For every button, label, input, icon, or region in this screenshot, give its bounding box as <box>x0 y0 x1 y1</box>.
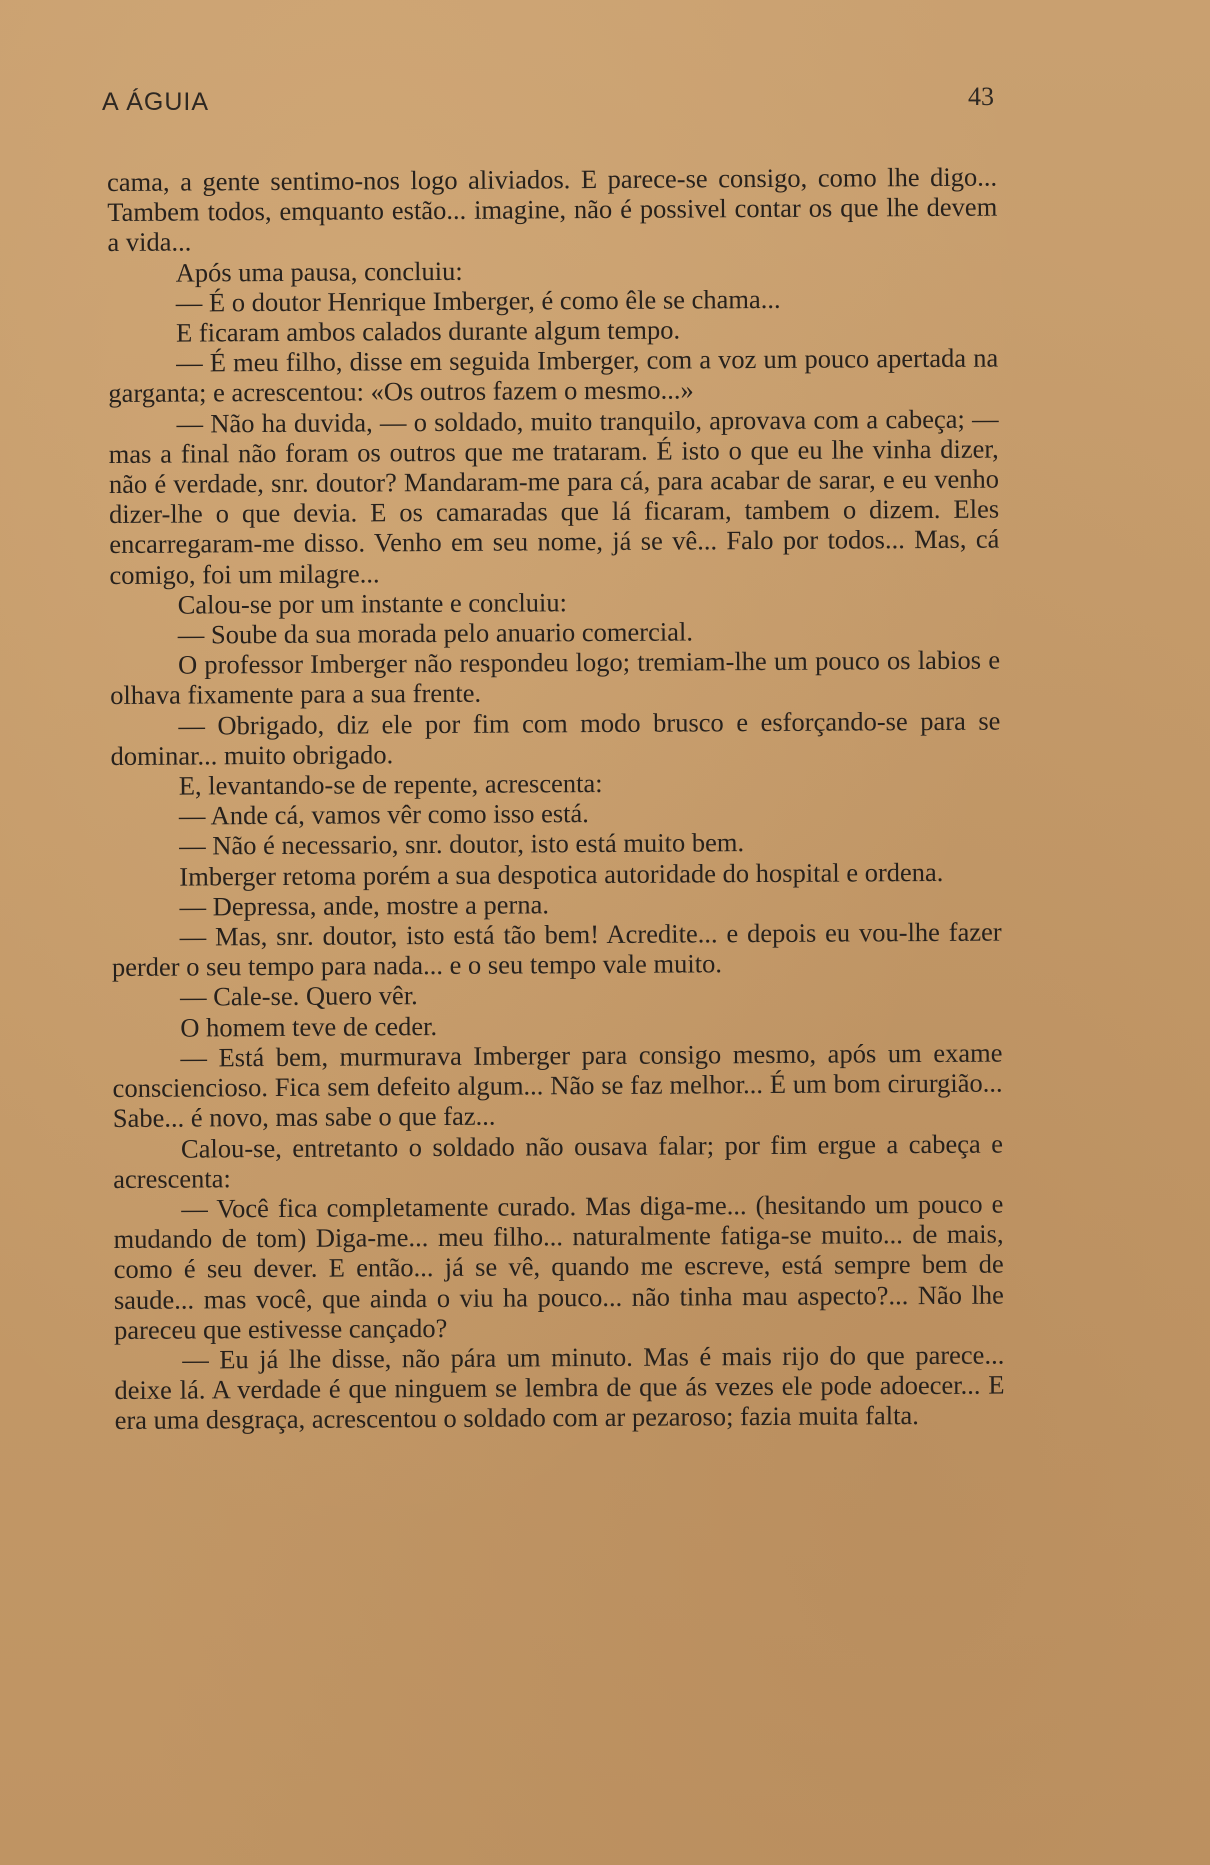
paragraph: Imberger retoma porém a sua despotica autoridade do hospital e ordena. <box>179 856 944 892</box>
paragraph: — Depressa, ande, mostre a perna. <box>179 889 549 922</box>
paragraph: cama, a gente sentimo-nos logo aliviados. E parece-se consigo, como lhe digo... Tambem todos, emquanto estão... imagine, não é possivel contar os que lhe devem a vida... <box>107 161 998 258</box>
paragraph: — Não é necessario, snr. doutor, isto está muito bem. <box>179 827 745 862</box>
paragraph: — É meu filho, disse em seguida Imberger, com a voz um pouco apertada na garganta; e acrescentou: «Os outros fazem o mesmo...» <box>108 342 999 409</box>
paragraph: Calou-se, entretanto o soldado não ousava falar; por fim ergue a cabeça e acrescenta: <box>113 1128 1004 1194</box>
paragraph: — Soube da sua morada pelo anuario comercial. <box>177 616 694 650</box>
paragraph: E, levantando-se de repente, acrescenta: <box>178 768 603 801</box>
running-header <box>102 82 994 128</box>
paragraph: — Obrigado, diz ele por fim com modo brusco e esforçando-se para se dominar... muito obrigado. <box>110 705 1001 771</box>
page-number: 43 <box>968 82 994 111</box>
paragraph: — É o doutor Henrique Imberger, é como êle se chama... <box>175 283 781 318</box>
paragraph: — Eu já lhe disse, não pára um minuto. Mas é mais rijo do que parece... deixe lá. A verdade é que ninguem se lembra de que ás vezes ele pode adoecer... E era uma desgraça, acrescentou o soldado com ar pezaroso; fazia muita falta. <box>114 1339 1005 1436</box>
paragraph: — Ande cá, vamos vêr como isso está. <box>178 798 589 831</box>
paragraph: O homem teve de ceder. <box>180 1010 438 1043</box>
paragraph: Calou-se por um instante e concluiu: <box>177 587 568 620</box>
paragraph: E ficaram ambos calados durante algum tempo. <box>175 314 681 348</box>
paragraph: — Está bem, murmurava Imberger para consigo mesmo, após um exame consciencioso. Fica sem defeito algum... Não se faz melhor... É um bom cirurgião... Sabe... é novo, mas sabe o que faz... <box>112 1037 1003 1134</box>
body-text <box>107 162 1005 1436</box>
journal-title: A ÁGUIA <box>102 88 210 116</box>
paragraph: O professor Imberger não respondeu logo; tremiam-lhe um pouco os labios e olhava fixamente para a sua frente. <box>110 644 1001 711</box>
paragraph: — Cale-se. Quero vêr. <box>179 980 418 1013</box>
paragraph: — Você fica completamente curado. Mas diga-me... (hesitando um pouco e mudando de tom) Diga-me... meu filho... naturalmente fatiga-se muito... de mais, como é seu dever. E então... já se vê, quando me escreve, está sempre bem de saude... mas você, que ainda o viu ha pouco... não tinha mau aspecto?... Não lhe pareceu que estivesse cançado? <box>113 1188 1004 1345</box>
paragraph: — Não ha duvida, — o soldado, muito tranquilo, aprovava com a cabeça; — mas a final não foram os outros que me trataram. É isto o que eu lhe vinha dizer, não é verdade, snr. doutor? Mandaram-me para cá, para acabar de sarar, e eu venho dizer-lhe o que devia. E os camaradas que lá ficaram, tambem o dizem. Eles encarregaram-me disso. Venho em seu nome, já se vê... Falo por todos... Mas, cá comigo, foi um milagre... <box>108 403 1000 590</box>
paragraph: Após uma pausa, concluiu: <box>175 255 463 288</box>
paragraph: — Mas, snr. doutor, isto está tão bem! Acredite... e depois eu vou-lhe fazer perder o seu tempo para nada... e o seu tempo vale muito. <box>111 916 1002 983</box>
